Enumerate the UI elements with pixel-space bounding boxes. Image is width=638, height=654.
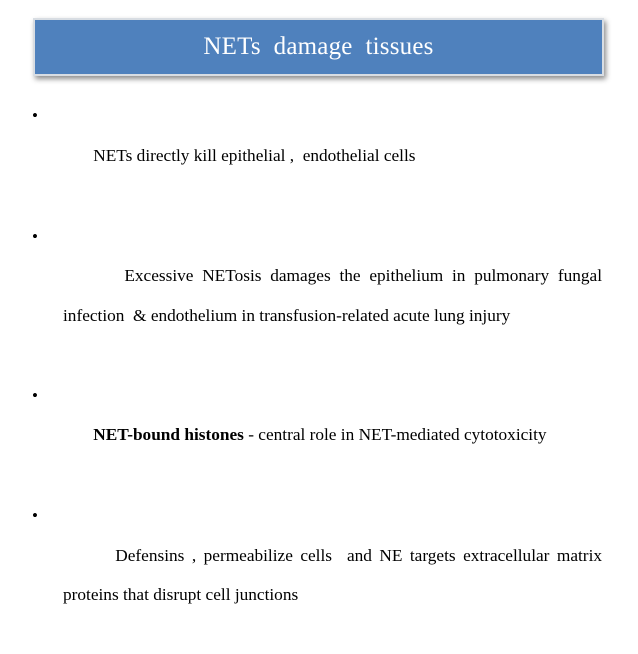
bullet-item: [30, 217, 607, 375]
bullet-item: [30, 496, 607, 654]
bullet-item: [30, 96, 602, 215]
bullet-text: Excessive NETosis damages the epithelium in pulmonary fungal infection & endothelium in transfusion-related acute lung injury: [63, 266, 607, 325]
slide-title: NETs damage tissues: [203, 33, 434, 60]
title-banner: [33, 18, 604, 76]
bullet-icon: •: [32, 226, 38, 246]
bullet-bold-text: NET-bound histones: [88, 425, 244, 444]
bullet-text: - central role in NET-mediated cytotoxicity: [243, 425, 547, 444]
bullet-text: NETs directly kill epithelial , endothelial cells: [88, 145, 416, 165]
bullet-item: [30, 376, 602, 495]
bullet-list: [30, 96, 607, 654]
bullet-icon: •: [32, 506, 38, 525]
bullet-icon: •: [32, 106, 38, 125]
bullet-text: Defensins , permeabilize cells and NE targets extracellular matrix proteins that disrupt cell junctions: [63, 545, 607, 604]
bullet-icon: •: [32, 385, 38, 405]
